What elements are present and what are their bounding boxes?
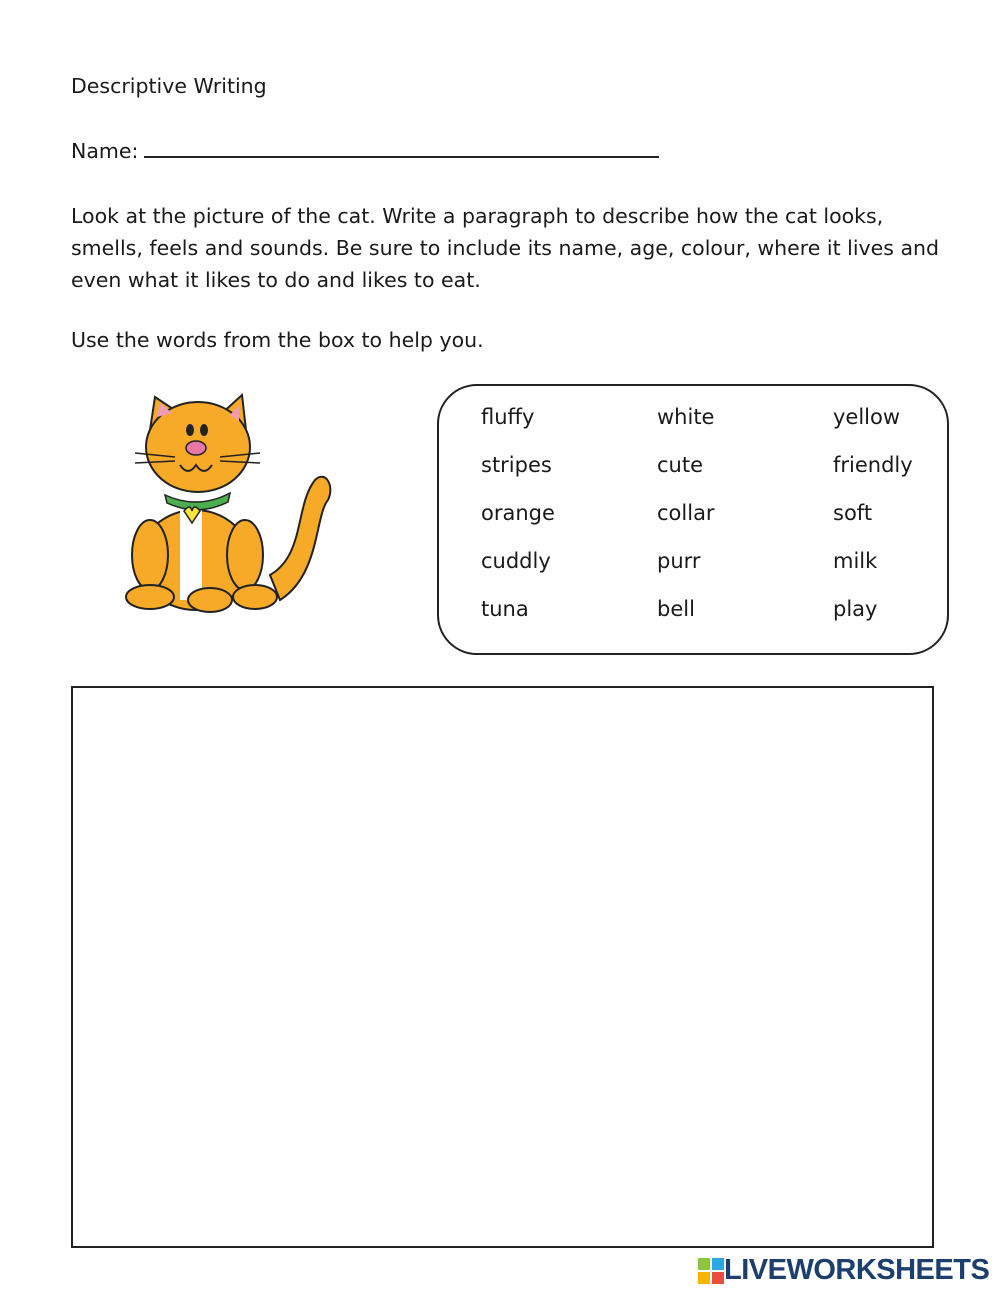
name-row (71, 138, 659, 163)
worksheet-title: Descriptive Writing (71, 74, 267, 98)
name-label: Name: (71, 139, 139, 163)
word-box-item: friendly (833, 453, 913, 477)
liveworksheets-logo (698, 1254, 989, 1287)
word-box-item: collar (657, 501, 715, 525)
word-box-item: bell (657, 597, 695, 621)
liveworksheets-logo-icon (698, 1258, 724, 1284)
word-box-item: purr (657, 549, 701, 573)
word-box-item: milk (833, 549, 878, 573)
word-box-item: cute (657, 453, 704, 477)
cat-illustration (120, 385, 335, 620)
word-box-item: white (657, 405, 715, 429)
word-box-item: fluffy (481, 405, 535, 429)
writing-area[interactable] (71, 686, 934, 1248)
word-box-item: tuna (481, 597, 529, 621)
word-box-item: orange (481, 501, 555, 525)
word-box-item: cuddly (481, 549, 551, 573)
word-box-prompt: Use the words from the box to help you. (71, 328, 484, 352)
word-box-item: stripes (481, 453, 552, 477)
word-box-item: play (833, 597, 878, 621)
instructions: Look at the picture of the cat. Write a paragraph to describe how the cat looks, smells, feels and sounds. Be sure to include its name, age, colour, where it lives and even what it likes to do and likes to eat. (71, 204, 940, 292)
word-box-item: yellow (833, 405, 901, 429)
liveworksheets-logo-text: LIVEWORKSHEETS (724, 1254, 990, 1286)
name-input-line[interactable] (144, 138, 659, 158)
word-box-item: soft (833, 501, 873, 525)
